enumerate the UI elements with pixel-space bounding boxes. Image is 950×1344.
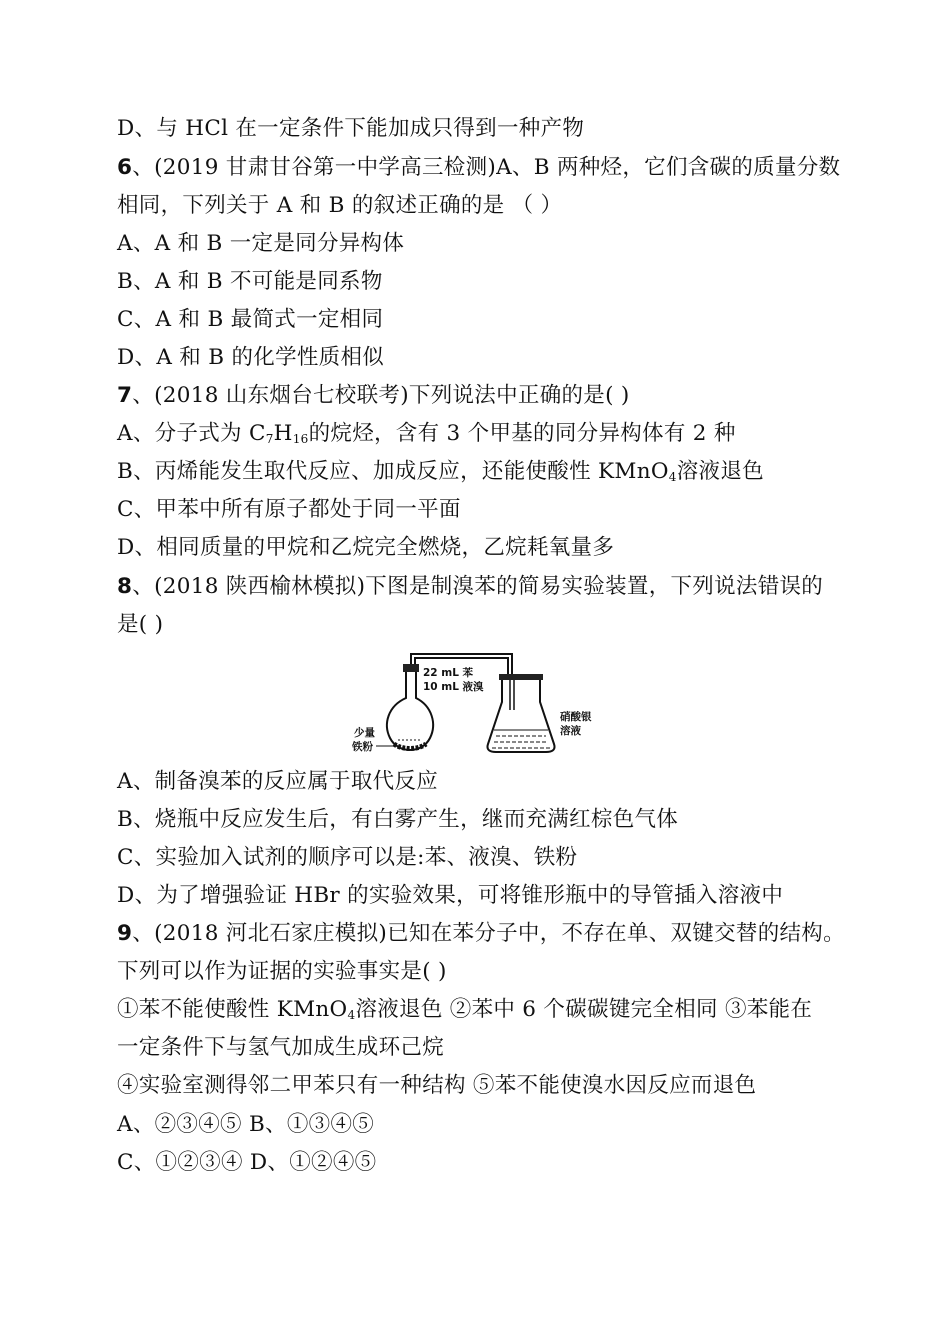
label-silver-nitrate-line1: 硝酸银 bbox=[560, 711, 592, 723]
option-text: 的烷烃，含有 3 个甲基的同分异构体有 2 种 bbox=[308, 421, 736, 446]
option-text: B、丙烯能发生取代反应、加成反应，还能使酸性 KMnO bbox=[117, 459, 669, 484]
q6-stem-line2: 相同，下列关于 A 和 B 的叙述正确的是 （ ） bbox=[117, 193, 563, 218]
formula-subscript: 4 bbox=[347, 1008, 356, 1022]
q8-option-b: B、烧瓶中反应发生后，有白雾产生，继而充满红棕色气体 bbox=[117, 807, 679, 832]
q6-option-c: C、A 和 B 最简式一定相同 bbox=[117, 307, 384, 332]
question-text: 、(2018 山东烟台七校联考)下列说法中正确的是( ) bbox=[132, 383, 630, 408]
question-text: 、(2018 陕西榆林模拟)下图是制溴苯的简易实验装置，下列说法错误的 bbox=[132, 574, 824, 599]
q7-option-c: C、甲苯中所有原子都处于同一平面 bbox=[117, 497, 461, 522]
q9-stem-line1 bbox=[117, 919, 845, 949]
label-benzene: 22 mL 苯 bbox=[423, 667, 474, 679]
q6-option-d: D、A 和 B 的化学性质相似 bbox=[117, 345, 385, 370]
option-text: 溶液退色 bbox=[676, 459, 764, 484]
label-bromine: 10 mL 液溴 bbox=[423, 681, 484, 693]
q7-option-a bbox=[117, 419, 736, 454]
formula-subscript: 16 bbox=[292, 432, 309, 446]
q9-facts-line2: 一定条件下与氢气加成生成环己烷 bbox=[117, 1035, 445, 1060]
question-number: 7 bbox=[117, 383, 133, 408]
q9-facts-line3: ④实验室测得邻二甲苯只有一种结构 ⑤苯不能使溴水因反应而退色 bbox=[117, 1073, 757, 1098]
q8-stem-line2: 是( ) bbox=[117, 612, 164, 637]
q8-option-a: A、制备溴苯的反应属于取代反应 bbox=[117, 769, 439, 794]
q6-stem-line1 bbox=[117, 153, 840, 183]
q7-option-d: D、相同质量的甲烷和乙烷完全燃烧，乙烷耗氧量多 bbox=[117, 535, 615, 560]
q9-stem-line2: 下列可以作为证据的实验事实是( ) bbox=[117, 959, 447, 984]
fact-text: 溶液退色 ②苯中 6 个碳碳键完全相同 ③苯能在 bbox=[355, 997, 813, 1022]
q9-options-cd: C、①②③④ D、①②④⑤ bbox=[117, 1150, 377, 1175]
label-silver-nitrate-line2: 溶液 bbox=[560, 725, 581, 737]
formula-text: H bbox=[273, 421, 293, 446]
stopper-left bbox=[403, 664, 419, 672]
q8-option-c: C、实验加入试剂的顺序可以是:苯、液溴、铁粉 bbox=[117, 845, 578, 870]
q9-options-ab: A、②③④⑤ B、①③④⑤ bbox=[117, 1112, 375, 1137]
stopper-right bbox=[499, 674, 543, 680]
q9-facts-line1 bbox=[117, 995, 812, 1030]
question-number: 9 bbox=[117, 921, 133, 946]
formula-subscript: 4 bbox=[668, 470, 677, 484]
fact-text: ①苯不能使酸性 KMnO bbox=[117, 997, 348, 1022]
bromobenzene-apparatus-figure bbox=[350, 640, 606, 764]
formula-text: A、分子式为 C bbox=[117, 421, 266, 446]
q7-option-b bbox=[117, 457, 764, 492]
q8-stem-line1 bbox=[117, 572, 823, 602]
formula-subscript: 7 bbox=[265, 432, 274, 446]
q8-option-d: D、为了增强验证 HBr 的实验效果，可将锥形瓶中的导管插入溶液中 bbox=[117, 883, 784, 908]
label-iron-line1: 少量 bbox=[354, 727, 375, 739]
question-text: 、(2019 甘肃甘谷第一中学高三检测)A、B 两种烃，它们含碳的质量分数 bbox=[132, 155, 841, 180]
q6-option-a: A、A 和 B 一定是同分异构体 bbox=[117, 231, 405, 256]
question-number: 6 bbox=[117, 155, 133, 180]
q5-option-d: D、与 HCl 在一定条件下能加成只得到一种产物 bbox=[117, 116, 585, 141]
q6-option-b: B、A 和 B 不可能是同系物 bbox=[117, 269, 383, 294]
label-iron-line2: 铁粉 bbox=[352, 741, 373, 753]
question-number: 8 bbox=[117, 574, 133, 599]
q7-stem bbox=[117, 381, 630, 411]
question-text: 、(2018 河北石家庄模拟)已知在苯分子中，不存在单、双键交替的结构。 bbox=[132, 921, 845, 946]
